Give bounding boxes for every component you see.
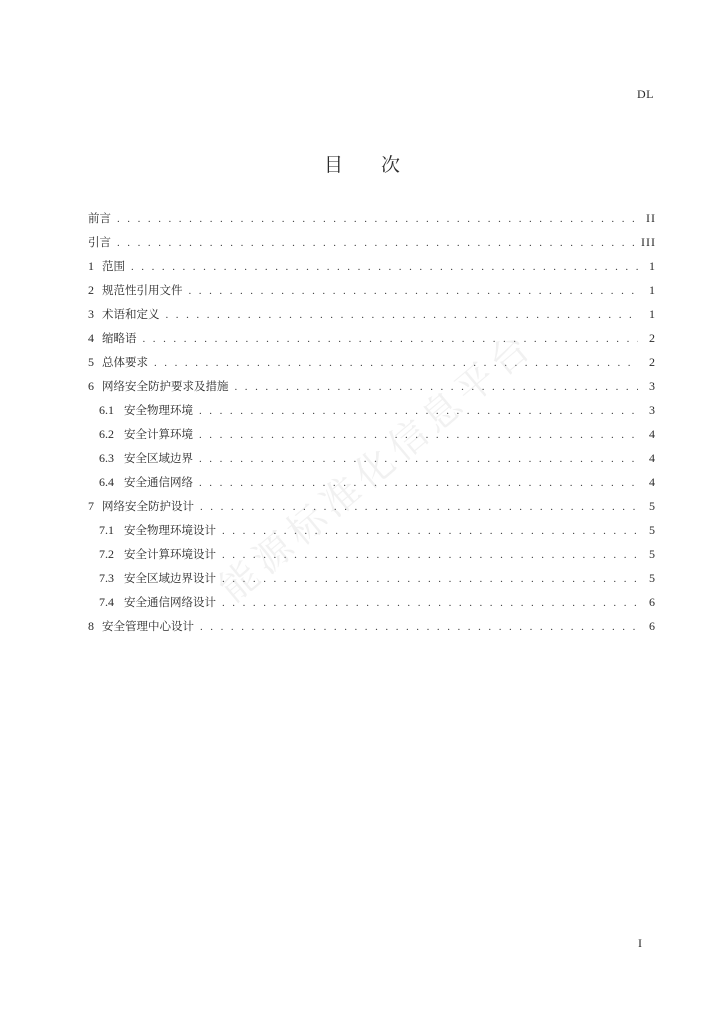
toc-page-number: 4 <box>649 427 656 441</box>
toc-entry[interactable] <box>88 280 656 304</box>
toc-page-number: III <box>641 235 656 249</box>
toc-entry[interactable] <box>88 328 656 352</box>
toc-entry-number: 6.3 <box>99 451 114 465</box>
toc-entry-label: 安全区域边界 <box>124 451 193 465</box>
toc-entry-label: 网络安全防护要求及措施 <box>102 379 229 393</box>
watermark: 能源标准化信息平台 <box>210 322 543 611</box>
toc-leader-dots <box>199 449 638 469</box>
toc-leader-dots <box>222 569 638 589</box>
toc-subentry[interactable] <box>88 472 656 496</box>
toc-entry[interactable] <box>88 616 656 640</box>
toc-entry-label: 网络安全防护设计 <box>102 499 194 513</box>
toc-entry-number: 7.2 <box>99 547 114 561</box>
toc-entry-number: 7.3 <box>99 571 114 585</box>
toc-entry-label: 缩略语 <box>102 331 137 345</box>
toc-page-number: 2 <box>649 331 656 345</box>
toc-entry-label: 安全通信网络 <box>124 475 193 489</box>
toc-page-number: 5 <box>649 523 656 537</box>
toc-leader-dots <box>143 329 639 349</box>
toc-leader-dots <box>131 257 638 277</box>
toc-page-number: 3 <box>649 403 656 417</box>
toc-entry-number: 6.1 <box>99 403 114 417</box>
toc-page-number: 1 <box>649 259 656 273</box>
page-title <box>0 150 724 177</box>
standard-code: DL <box>637 87 654 101</box>
toc-entry-number: 8 <box>88 619 94 633</box>
toc-entry-label: 术语和定义 <box>102 307 160 321</box>
toc-subentry[interactable] <box>88 544 656 568</box>
toc-entry-label: 安全物理环境 <box>124 403 193 417</box>
toc-entry-number: 6.4 <box>99 475 114 489</box>
toc-subentry[interactable] <box>88 520 656 544</box>
toc-entry-label: 安全物理环境设计 <box>124 523 216 537</box>
toc-leader-dots <box>199 425 638 445</box>
toc-entry-number: 2 <box>88 283 94 297</box>
toc-entry-number: 7.4 <box>99 595 114 609</box>
toc-entry[interactable] <box>88 304 656 328</box>
toc-entry-number: 3 <box>88 307 94 321</box>
toc-page-number: 1 <box>649 283 656 297</box>
toc-page-number: 5 <box>649 547 656 561</box>
toc-page-number: 2 <box>649 355 656 369</box>
toc-entry[interactable] <box>88 256 656 280</box>
toc-entry-number: 7 <box>88 499 94 513</box>
toc-page-number: 5 <box>649 499 656 513</box>
toc-entry-label: 范围 <box>102 259 125 273</box>
toc-subentry[interactable] <box>88 400 656 424</box>
toc-entry-number: 6.2 <box>99 427 114 441</box>
title-char-1: 目 <box>323 154 343 176</box>
toc-entry-number: 6 <box>88 379 94 393</box>
toc-leader-dots <box>222 545 638 565</box>
toc-leader-dots <box>154 353 638 373</box>
toc-entry-number: 4 <box>88 331 94 345</box>
toc-leader-dots <box>166 305 639 325</box>
toc-entry-label: 总体要求 <box>102 355 148 369</box>
table-of-contents <box>88 208 656 640</box>
toc-leader-dots <box>117 233 635 253</box>
toc-leader-dots <box>189 281 639 301</box>
toc-entry[interactable] <box>88 232 656 256</box>
toc-page-number: 4 <box>649 451 656 465</box>
toc-entry-label: 安全计算环境设计 <box>124 547 216 561</box>
toc-leader-dots <box>222 593 638 613</box>
toc-entry-number: 7.1 <box>99 523 114 537</box>
toc-page-number: 5 <box>649 571 656 585</box>
toc-entry-label: 引言 <box>88 235 111 249</box>
toc-page-number: 6 <box>649 619 656 633</box>
toc-leader-dots <box>222 521 638 541</box>
toc-subentry[interactable] <box>88 568 656 592</box>
toc-entry[interactable] <box>88 376 656 400</box>
toc-leader-dots <box>200 617 638 637</box>
toc-entry-label: 安全管理中心设计 <box>102 619 194 633</box>
toc-entry[interactable] <box>88 208 656 232</box>
toc-leader-dots <box>199 473 638 493</box>
toc-entry-label: 安全计算环境 <box>124 427 193 441</box>
toc-entry-number: 5 <box>88 355 94 369</box>
toc-leader-dots <box>199 401 638 421</box>
toc-entry[interactable] <box>88 496 656 520</box>
toc-entry-label: 前言 <box>88 211 111 225</box>
toc-page-number: 6 <box>649 595 656 609</box>
toc-entry-label: 规范性引用文件 <box>102 283 183 297</box>
toc-entry-label: 安全区域边界设计 <box>124 571 216 585</box>
toc-subentry[interactable] <box>88 592 656 616</box>
toc-subentry[interactable] <box>88 424 656 448</box>
title-char-2: 次 <box>381 154 401 176</box>
toc-subentry[interactable] <box>88 448 656 472</box>
toc-leader-dots <box>235 377 639 397</box>
toc-page-number: 1 <box>649 307 656 321</box>
toc-leader-dots <box>117 209 638 229</box>
toc-entry[interactable] <box>88 352 656 376</box>
toc-entry-number: 1 <box>88 259 94 273</box>
toc-page-number: 3 <box>649 379 656 393</box>
toc-page-number: 4 <box>649 475 656 489</box>
toc-leader-dots <box>200 497 638 517</box>
footer-page-number: I <box>638 936 642 950</box>
toc-entry-label: 安全通信网络设计 <box>124 595 216 609</box>
toc-page-number: II <box>646 211 656 225</box>
